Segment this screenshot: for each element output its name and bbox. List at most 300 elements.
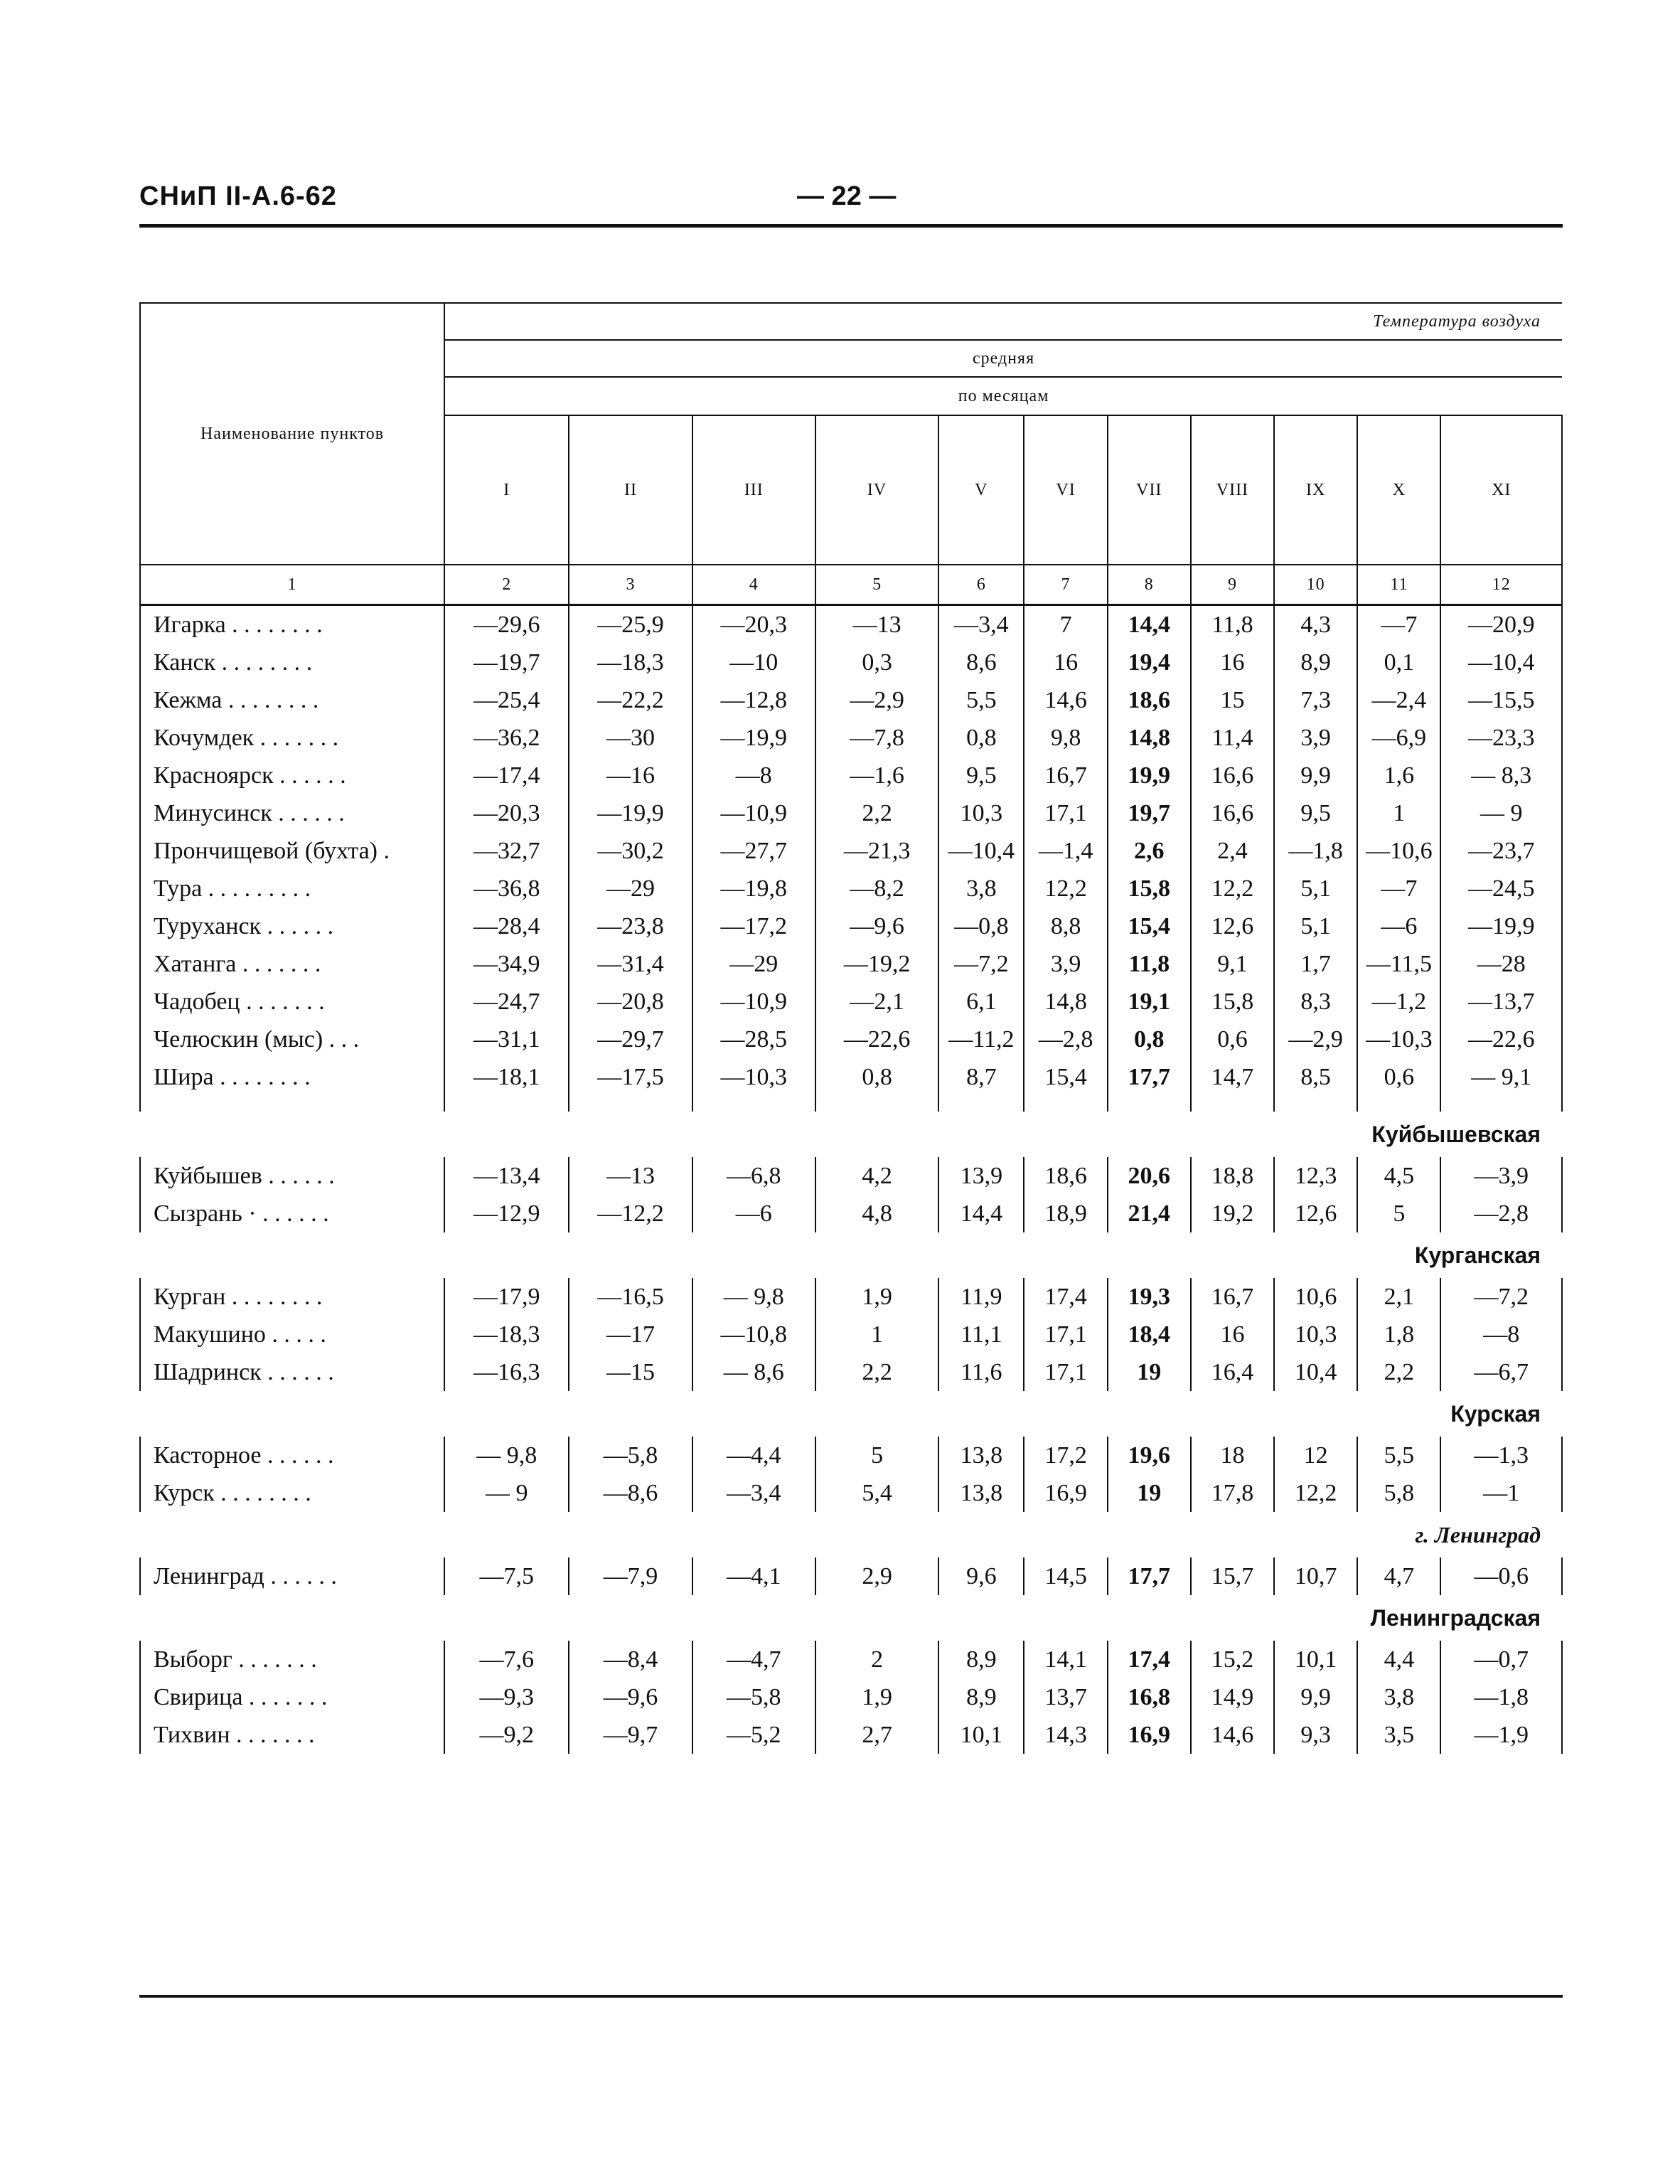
temperature-value: —7,2 (938, 945, 1024, 983)
temperature-value: 13,7 (1024, 1678, 1107, 1716)
temperature-value: —3,4 (692, 1474, 815, 1512)
table-row (140, 870, 1562, 907)
temperature-value: 11,6 (938, 1353, 1024, 1391)
temperature-value: 10,3 (1274, 1316, 1357, 1353)
station-name: Чадобец . . . . . . . (140, 983, 444, 1021)
temperature-value: 9,3 (1274, 1716, 1357, 1754)
temperature-value: 2,2 (815, 1353, 938, 1391)
temperature-value: —23,3 (1440, 719, 1562, 757)
temperature-value: —0,7 (1440, 1641, 1562, 1678)
month-header: IV (815, 415, 938, 565)
station-name: Туруханск . . . . . . (140, 907, 444, 945)
station-name: Курган . . . . . . . . (140, 1278, 444, 1316)
table-row (140, 1316, 1562, 1353)
temperature-value: 3,9 (1274, 719, 1357, 757)
month-header: IX (1274, 415, 1357, 565)
station-name: Куйбышев . . . . . . (140, 1157, 444, 1195)
temperature-value: 18,4 (1108, 1316, 1191, 1353)
month-header: X (1357, 415, 1440, 565)
temperature-value: —12,9 (444, 1195, 569, 1232)
temperature-value: —9,7 (569, 1716, 692, 1754)
temperature-value: —10,8 (692, 1316, 815, 1353)
temperature-value: —23,8 (569, 907, 692, 945)
temperature-value: 14,8 (1024, 983, 1107, 1021)
temperature-value: 18 (1191, 1437, 1274, 1474)
temperature-value: 18,8 (1191, 1157, 1274, 1195)
temperature-value: —0,6 (1440, 1557, 1562, 1595)
temperature-value: —6,9 (1357, 719, 1440, 757)
temperature-value: —2,9 (1274, 1021, 1357, 1058)
temperature-value: —24,7 (444, 983, 569, 1021)
temperature-value: —17,5 (569, 1058, 692, 1096)
temperature-value: 12,6 (1274, 1195, 1357, 1232)
region-row (140, 1391, 1562, 1437)
station-name: Кочумдек . . . . . . . (140, 719, 444, 757)
column-number: 2 (444, 565, 569, 605)
temperature-value: —30,2 (569, 832, 692, 870)
temperature-value: 11,9 (938, 1278, 1024, 1316)
temperature-value: —23,7 (1440, 832, 1562, 870)
document-code: СНиП II-А.6-62 (139, 181, 337, 211)
temperature-value: —34,9 (444, 945, 569, 983)
temperature-value: 1,9 (815, 1278, 938, 1316)
temperature-value: —6 (1357, 907, 1440, 945)
table-row (140, 1437, 1562, 1474)
temperature-value: —16 (569, 757, 692, 794)
temperature-value: 8,9 (938, 1678, 1024, 1716)
temperature-value: —36,8 (444, 870, 569, 907)
temperature-value: —10,4 (938, 832, 1024, 870)
temperature-value: —20,3 (692, 605, 815, 644)
table-title: Температура воздуха (444, 303, 1562, 340)
temperature-value: 12,3 (1274, 1157, 1357, 1195)
temperature-value: —22,6 (815, 1021, 938, 1058)
temperature-value: 18,9 (1024, 1195, 1107, 1232)
temperature-value: 19 (1108, 1474, 1191, 1512)
temperature-value: 7,3 (1274, 681, 1357, 719)
table-row (140, 1557, 1562, 1595)
temperature-value: —19,9 (569, 794, 692, 832)
group-spacer (140, 1096, 1562, 1112)
temperature-value: —10,9 (692, 794, 815, 832)
temperature-value: —20,3 (444, 794, 569, 832)
station-name: Кежма . . . . . . . . (140, 681, 444, 719)
station-name: Свирица . . . . . . . (140, 1678, 444, 1716)
temperature-value: 17,4 (1024, 1278, 1107, 1316)
temperature-value: —19,7 (444, 644, 569, 681)
temperature-value: —10,4 (1440, 644, 1562, 681)
temperature-value: —9,6 (569, 1678, 692, 1716)
temperature-value: 16,4 (1191, 1353, 1274, 1391)
temperature-value: 5,4 (815, 1474, 938, 1512)
table-row (140, 1058, 1562, 1096)
temperature-value: —2,9 (815, 681, 938, 719)
temperature-value: 15,4 (1108, 907, 1191, 945)
temperature-value: 19 (1108, 1353, 1191, 1391)
temperature-value: —10,3 (1357, 1021, 1440, 1058)
column-number: 8 (1108, 565, 1191, 605)
temperature-value: 0,6 (1191, 1021, 1274, 1058)
station-name: Прончищевой (бухта) . (140, 832, 444, 870)
month-header: III (692, 415, 815, 565)
temperature-value: 4,5 (1357, 1157, 1440, 1195)
temperature-value: —18,3 (569, 644, 692, 681)
temperature-value: 14,6 (1024, 681, 1107, 719)
temperature-value: 11,1 (938, 1316, 1024, 1353)
temperature-value: 19,6 (1108, 1437, 1191, 1474)
temperature-value: 20,6 (1108, 1157, 1191, 1195)
column-number: 3 (569, 565, 692, 605)
region-heading: Курганская (1414, 1242, 1541, 1268)
temperature-value: 19,9 (1108, 757, 1191, 794)
temperature-value: 6,1 (938, 983, 1024, 1021)
temperature-value: 9,6 (938, 1557, 1024, 1595)
station-name: Шира . . . . . . . . (140, 1058, 444, 1096)
temperature-value: — 9,1 (1440, 1058, 1562, 1096)
region-heading: Ленинградская (1370, 1604, 1541, 1631)
column-number: 6 (938, 565, 1024, 605)
temperature-value: —24,5 (1440, 870, 1562, 907)
temperature-value: —29,6 (444, 605, 569, 644)
temperature-value: —17,4 (444, 757, 569, 794)
station-name: Макушино . . . . . (140, 1316, 444, 1353)
station-name: Челюскин (мыс) . . . (140, 1021, 444, 1058)
temperature-value: —0,8 (938, 907, 1024, 945)
temperature-value: 16,9 (1024, 1474, 1107, 1512)
temperature-value: —9,3 (444, 1678, 569, 1716)
month-header: XI (1440, 415, 1562, 565)
temperature-value: —30 (569, 719, 692, 757)
temperature-value: 1 (1357, 794, 1440, 832)
temperature-value: 5,5 (1357, 1437, 1440, 1474)
temperature-value: 19,1 (1108, 983, 1191, 1021)
temperature-value: 4,4 (1357, 1641, 1440, 1678)
temperature-value: 3,5 (1357, 1716, 1440, 1754)
temperature-value: —18,1 (444, 1058, 569, 1096)
temperature-value: 15,8 (1108, 870, 1191, 907)
table-row (140, 832, 1562, 870)
temperature-value: 17,1 (1024, 1353, 1107, 1391)
temperature-value: 13,9 (938, 1157, 1024, 1195)
temperature-value: —3,9 (1440, 1157, 1562, 1195)
temperature-value: 3,8 (1357, 1678, 1440, 1716)
temperature-value: 1,7 (1274, 945, 1357, 983)
temperature-value: 10,3 (938, 794, 1024, 832)
temperature-value: 2,1 (1357, 1278, 1440, 1316)
temperature-value: 15,2 (1191, 1641, 1274, 1678)
temperature-value: —1,8 (1440, 1678, 1562, 1716)
month-header: VI (1024, 415, 1107, 565)
column-number-row (140, 565, 1562, 605)
temperature-value: —10 (692, 644, 815, 681)
temperature-value: —28 (1440, 945, 1562, 983)
temperature-value: 17,1 (1024, 794, 1107, 832)
temperature-value: 16,8 (1108, 1678, 1191, 1716)
temperature-value: 1,8 (1357, 1316, 1440, 1353)
temperature-value: 19,2 (1191, 1195, 1274, 1232)
region-row (140, 1112, 1562, 1157)
temperature-value: 14,4 (938, 1195, 1024, 1232)
temperature-value: —1,4 (1024, 832, 1107, 870)
temperature-value: —19,9 (1440, 907, 1562, 945)
temperature-value: 9,1 (1191, 945, 1274, 983)
temperature-value: —8 (692, 757, 815, 794)
temperature-value: 4,3 (1274, 605, 1357, 644)
column-number: 9 (1191, 565, 1274, 605)
month-header: I (444, 415, 569, 565)
temperature-value: —29 (692, 945, 815, 983)
station-name: Ленинград . . . . . . (140, 1557, 444, 1595)
region-heading: г. Ленинград (1415, 1521, 1541, 1548)
temperature-value: —17,9 (444, 1278, 569, 1316)
temperature-value: 14,4 (1108, 605, 1191, 644)
region-heading: Куйбышевская (1371, 1121, 1541, 1147)
temperature-value: —19,8 (692, 870, 815, 907)
temperature-value: 5 (1357, 1195, 1440, 1232)
temperature-value: 11,4 (1191, 719, 1274, 757)
table-row (140, 1353, 1562, 1391)
table-row (140, 1678, 1562, 1716)
temperature-value: 8,7 (938, 1058, 1024, 1096)
month-header: VII (1108, 415, 1191, 565)
station-name: Канск . . . . . . . . (140, 644, 444, 681)
temperature-value: 15,7 (1191, 1557, 1274, 1595)
month-header: VIII (1191, 415, 1274, 565)
station-name: Сызрань · . . . . . . (140, 1195, 444, 1232)
temperature-value: 2 (815, 1641, 938, 1678)
subheader-average: средняя (444, 340, 1562, 377)
temperature-value: — 9,8 (444, 1437, 569, 1474)
temperature-value: —7,5 (444, 1557, 569, 1595)
temperature-value: — 9,8 (692, 1278, 815, 1316)
temperature-value: 17,7 (1108, 1058, 1191, 1096)
temperature-value: 12 (1274, 1437, 1357, 1474)
temperature-value: —11,5 (1357, 945, 1440, 983)
temperature-value: 17,4 (1108, 1641, 1191, 1678)
temperature-value: —19,9 (692, 719, 815, 757)
temperature-value: 16 (1191, 644, 1274, 681)
temperature-value: 9,8 (1024, 719, 1107, 757)
month-header: II (569, 415, 692, 565)
temperature-value: —2,8 (1024, 1021, 1107, 1058)
temperature-value: 10,4 (1274, 1353, 1357, 1391)
temperature-value: 18,6 (1024, 1157, 1107, 1195)
temperature-value: 7 (1024, 605, 1107, 644)
temperature-value: 1,6 (1357, 757, 1440, 794)
temperature-value: 17,8 (1191, 1474, 1274, 1512)
temperature-value: —4,4 (692, 1437, 815, 1474)
station-name: Минусинск . . . . . . (140, 794, 444, 832)
table-row (140, 1157, 1562, 1195)
temperature-value: 0,8 (815, 1058, 938, 1096)
temperature-value: —22,2 (569, 681, 692, 719)
temperature-value: —31,1 (444, 1021, 569, 1058)
temperature-value: 0,8 (938, 719, 1024, 757)
station-name: Касторное . . . . . . (140, 1437, 444, 1474)
temperature-value: 0,6 (1357, 1058, 1440, 1096)
temperature-value: —13 (815, 605, 938, 644)
column-number: 7 (1024, 565, 1107, 605)
temperature-value: 5,1 (1274, 907, 1357, 945)
temperature-value: —28,5 (692, 1021, 815, 1058)
temperature-value: —13,4 (444, 1157, 569, 1195)
temperature-value: 8,3 (1274, 983, 1357, 1021)
spacer-cell (815, 1096, 938, 1112)
temperature-value: 3,9 (1024, 945, 1107, 983)
temperature-value: —8,4 (569, 1641, 692, 1678)
temperature-value: 15,4 (1024, 1058, 1107, 1096)
temperature-value: 8,5 (1274, 1058, 1357, 1096)
temperature-value: —16,5 (569, 1278, 692, 1316)
temperature-value: — 9 (1440, 794, 1562, 832)
table-row (140, 794, 1562, 832)
temperature-value: —4,7 (692, 1641, 815, 1678)
table-body (140, 605, 1562, 1754)
region-row (140, 1232, 1562, 1278)
spacer-cell (569, 1096, 692, 1112)
temperature-value: —2,1 (815, 983, 938, 1021)
station-name: Игарка . . . . . . . . (140, 605, 444, 644)
temperature-value: 15,8 (1191, 983, 1274, 1021)
temperature-value: —7 (1357, 870, 1440, 907)
temperature-value: 5,5 (938, 681, 1024, 719)
column-number: 1 (140, 565, 444, 605)
table-row (140, 719, 1562, 757)
temperature-value: —15 (569, 1353, 692, 1391)
temperature-value: —9,6 (815, 907, 938, 945)
table-row (140, 644, 1562, 681)
temperature-value: 19,7 (1108, 794, 1191, 832)
table-row (140, 945, 1562, 983)
station-name: Красноярск . . . . . . (140, 757, 444, 794)
page-number: — 22 — (797, 181, 897, 211)
temperature-value: — 9 (444, 1474, 569, 1512)
temperature-table (139, 302, 1563, 1754)
temperature-value: —17 (569, 1316, 692, 1353)
temperature-value: —25,4 (444, 681, 569, 719)
temperature-value: —31,4 (569, 945, 692, 983)
temperature-value: 3,8 (938, 870, 1024, 907)
temperature-value: 19,3 (1108, 1278, 1191, 1316)
table-row (140, 1474, 1562, 1512)
page-header (139, 181, 1563, 224)
temperature-value: 14,9 (1191, 1678, 1274, 1716)
temperature-value: 12,2 (1274, 1474, 1357, 1512)
temperature-value: 16,6 (1191, 757, 1274, 794)
temperature-value: —9,2 (444, 1716, 569, 1754)
temperature-value: —12,8 (692, 681, 815, 719)
temperature-value: 10,6 (1274, 1278, 1357, 1316)
temperature-value: —1,8 (1274, 832, 1357, 870)
table-row (140, 1021, 1562, 1058)
temperature-value: 2,2 (1357, 1353, 1440, 1391)
temperature-value: 16,7 (1191, 1278, 1274, 1316)
column-number: 5 (815, 565, 938, 605)
temperature-value: 17,1 (1024, 1316, 1107, 1353)
temperature-value: 2,6 (1108, 832, 1191, 870)
temperature-value: 2,2 (815, 794, 938, 832)
temperature-value: 4,2 (815, 1157, 938, 1195)
temperature-value: —8 (1440, 1316, 1562, 1353)
temperature-value: 11,8 (1108, 945, 1191, 983)
spacer-cell (1357, 1096, 1440, 1112)
temperature-value: —6,8 (692, 1157, 815, 1195)
temperature-value: 17,7 (1108, 1557, 1191, 1595)
temperature-value: —13,7 (1440, 983, 1562, 1021)
table-row (140, 1278, 1562, 1316)
temperature-value: —7,9 (569, 1557, 692, 1595)
temperature-value: —12,2 (569, 1195, 692, 1232)
table-row (140, 605, 1562, 644)
temperature-value: —7,6 (444, 1641, 569, 1678)
temperature-value: —1,3 (1440, 1437, 1562, 1474)
column-number: 10 (1274, 565, 1357, 605)
table-row (140, 757, 1562, 794)
temperature-value: 21,4 (1108, 1195, 1191, 1232)
temperature-value: 18,6 (1108, 681, 1191, 719)
temperature-value: 5 (815, 1437, 938, 1474)
temperature-value: 8,9 (938, 1641, 1024, 1678)
temperature-value: 19,4 (1108, 644, 1191, 681)
temperature-value: 14,5 (1024, 1557, 1107, 1595)
spacer-cell (1108, 1096, 1191, 1112)
table-row (140, 1195, 1562, 1232)
table-row (140, 1641, 1562, 1678)
temperature-value: 13,8 (938, 1437, 1024, 1474)
temperature-value: —18,3 (444, 1316, 569, 1353)
temperature-value: —7,8 (815, 719, 938, 757)
temperature-value: —10,3 (692, 1058, 815, 1096)
temperature-value: 14,3 (1024, 1716, 1107, 1754)
temperature-value: —6,7 (1440, 1353, 1562, 1391)
temperature-value: —32,7 (444, 832, 569, 870)
temperature-value: 14,1 (1024, 1641, 1107, 1678)
temperature-value: —36,2 (444, 719, 569, 757)
temperature-value: —1,2 (1357, 983, 1440, 1021)
region-row (140, 1512, 1562, 1557)
temperature-value: 14,7 (1191, 1058, 1274, 1096)
temperature-value: 12,2 (1191, 870, 1274, 907)
temperature-value: —2,4 (1357, 681, 1440, 719)
station-name: Выборг . . . . . . . (140, 1641, 444, 1678)
temperature-value: 1,9 (815, 1678, 938, 1716)
station-name: Хатанга . . . . . . . (140, 945, 444, 983)
temperature-value: 0,1 (1357, 644, 1440, 681)
spacer-cell (1274, 1096, 1357, 1112)
temperature-value: 16 (1024, 644, 1107, 681)
temperature-value: 4,7 (1357, 1557, 1440, 1595)
spacer-cell (1440, 1096, 1562, 1112)
temperature-value: — 8,3 (1440, 757, 1562, 794)
column-number: 11 (1357, 565, 1440, 605)
temperature-value: —6 (692, 1195, 815, 1232)
temperature-value: 5,8 (1357, 1474, 1440, 1512)
station-name: Шадринск . . . . . . (140, 1353, 444, 1391)
temperature-value: 8,9 (1274, 644, 1357, 681)
temperature-value: 10,7 (1274, 1557, 1357, 1595)
temperature-value: 0,8 (1108, 1021, 1191, 1058)
temperature-value: 2,7 (815, 1716, 938, 1754)
temperature-value: —1,9 (1440, 1716, 1562, 1754)
table-row (140, 1716, 1562, 1754)
temperature-value: —17,2 (692, 907, 815, 945)
temperature-value: 8,6 (938, 644, 1024, 681)
temperature-value: 10,1 (938, 1716, 1024, 1754)
temperature-value: —10,9 (692, 983, 815, 1021)
temperature-value: —29 (569, 870, 692, 907)
temperature-value: —16,3 (444, 1353, 569, 1391)
temperature-value: —13 (569, 1157, 692, 1195)
